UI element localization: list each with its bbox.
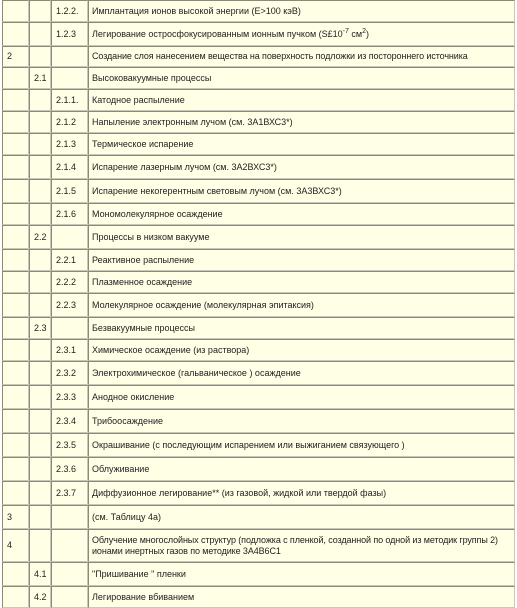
subgroup-cell	[29, 481, 51, 505]
table-row	[2, 562, 515, 586]
method-code-cell: 2.1.5	[51, 179, 88, 203]
group-cell	[2, 0, 29, 22]
method-code-cell: 2.1.4	[51, 155, 88, 179]
group-cell	[2, 409, 29, 433]
method-code-cell: 2.2.1	[51, 249, 88, 271]
method-code-cell: 2.3.1	[51, 339, 88, 361]
subgroup-cell	[29, 505, 51, 529]
subgroup-cell	[29, 89, 51, 111]
group-cell	[2, 22, 29, 46]
method-code-cell	[51, 225, 88, 249]
method-code-cell: 1.2.3	[51, 22, 88, 46]
table-row	[2, 293, 515, 317]
group-cell: 2	[2, 46, 29, 67]
table-row	[2, 67, 515, 89]
table-row	[2, 0, 515, 22]
table-row	[2, 339, 515, 361]
subgroup-cell	[29, 339, 51, 361]
description-cell: Молекулярное осаждение (молекулярная эпитаксия)	[88, 293, 515, 317]
method-code-cell: 2.2.3	[51, 293, 88, 317]
table-row	[2, 111, 515, 133]
description-cell: Катодное распыление	[88, 89, 515, 111]
table-row	[2, 179, 515, 203]
exponent: -7	[342, 27, 349, 35]
table-row	[2, 361, 515, 385]
method-code-cell	[51, 46, 88, 67]
subgroup-cell	[29, 433, 51, 457]
description-cell: Анодное окисление	[88, 385, 515, 409]
description-cell: "Пришивание " пленки	[88, 562, 515, 586]
method-code-cell: 2.3.3	[51, 385, 88, 409]
subgroup-cell	[29, 179, 51, 203]
subgroup-cell	[29, 385, 51, 409]
table-row	[2, 385, 515, 409]
method-code-cell: 2.3.7	[51, 481, 88, 505]
methods-classification-table	[2, 0, 515, 608]
group-cell	[2, 481, 29, 505]
method-code-cell	[51, 505, 88, 529]
method-code-cell: 2.3.2	[51, 361, 88, 385]
subgroup-cell	[29, 203, 51, 225]
description-cell: Облучение многослойных структур (подложка с пленкой, созданной по одной из методик группы 2) ионами инертных газов по методике 3А4В6С1	[88, 529, 515, 562]
subgroup-cell	[29, 133, 51, 155]
subgroup-cell: 4.1	[29, 562, 51, 586]
method-code-cell: 2.2.2	[51, 271, 88, 293]
subgroup-cell	[29, 293, 51, 317]
table-row	[2, 457, 515, 481]
subgroup-cell	[29, 0, 51, 22]
group-cell	[2, 586, 29, 608]
table-row	[2, 271, 515, 293]
description-cell: Испарение лазерным лучом (см. 3А2ВХС3*)	[88, 155, 515, 179]
table-row	[2, 203, 515, 225]
subgroup-cell: 2.3	[29, 317, 51, 339]
description-cell: Испарение некогерентным световым лучом (см. 3А3ВХС3*)	[88, 179, 515, 203]
method-code-cell	[51, 562, 88, 586]
subgroup-cell	[29, 46, 51, 67]
description-cell: Безвакуумные процессы	[88, 317, 515, 339]
description-unit: см	[348, 28, 363, 39]
method-code-cell: 2.1.2	[51, 111, 88, 133]
method-code-cell: 2.3.4	[51, 409, 88, 433]
table-row	[2, 317, 515, 339]
group-cell	[2, 562, 29, 586]
description-cell: (см. Таблицу 4а)	[88, 505, 515, 529]
method-code-cell	[51, 529, 88, 562]
table-row	[2, 249, 515, 271]
group-cell: 3	[2, 505, 29, 529]
description-cell: Плазменное осаждение	[88, 271, 515, 293]
table-row	[2, 433, 515, 457]
table-row	[2, 586, 515, 608]
subgroup-cell	[29, 249, 51, 271]
table-row	[2, 225, 515, 249]
method-code-cell: 2.1.1.	[51, 89, 88, 111]
method-code-cell: 2.3.5	[51, 433, 88, 457]
method-code-cell: 2.3.6	[51, 457, 88, 481]
table-row	[2, 409, 515, 433]
group-cell	[2, 203, 29, 225]
group-cell	[2, 249, 29, 271]
description-text: Легирование остросфокусированным ионным пучком (S£10	[92, 28, 343, 39]
group-cell	[2, 133, 29, 155]
table-row	[2, 133, 515, 155]
description-cell: Легирование вбиванием	[88, 586, 515, 608]
method-code-cell: 2.1.6	[51, 203, 88, 225]
subgroup-cell: 4.2	[29, 586, 51, 608]
subgroup-cell	[29, 409, 51, 433]
table-row	[2, 481, 515, 505]
table-row	[2, 155, 515, 179]
group-cell	[2, 89, 29, 111]
group-cell	[2, 339, 29, 361]
group-cell	[2, 225, 29, 249]
description-cell: Трибоосаждение	[88, 409, 515, 433]
description-cell: Напыление электронным лучом (см. 3А1ВХС3*)	[88, 111, 515, 133]
table-row	[2, 22, 515, 46]
table-row	[2, 46, 515, 67]
description-cell: Имплантация ионов высокой энергии (E>100 кэВ)	[88, 0, 515, 22]
subgroup-cell	[29, 271, 51, 293]
group-cell	[2, 155, 29, 179]
group-cell	[2, 111, 29, 133]
description-cell: Окрашивание (с последующим испарением или выжиганием связующего )	[88, 433, 515, 457]
description-cell: Облуживание	[88, 457, 515, 481]
group-cell	[2, 457, 29, 481]
method-code-cell	[51, 317, 88, 339]
subgroup-cell	[29, 111, 51, 133]
method-code-cell: 2.1.3	[51, 133, 88, 155]
description-cell: Процессы в низком вакууме	[88, 225, 515, 249]
group-cell: 4	[2, 529, 29, 562]
subgroup-cell	[29, 155, 51, 179]
group-cell	[2, 179, 29, 203]
description-cell: Реактивное распыление	[88, 249, 515, 271]
group-cell	[2, 361, 29, 385]
description-cell: Электрохимическое (гальваническое ) осаждение	[88, 361, 515, 385]
subgroup-cell	[29, 529, 51, 562]
group-cell	[2, 433, 29, 457]
description-cell	[88, 22, 515, 46]
method-code-cell	[51, 586, 88, 608]
description-cell: Химическое осаждение (из раствора)	[88, 339, 515, 361]
subgroup-cell	[29, 361, 51, 385]
description-cell: Мономолекулярное осаждение	[88, 203, 515, 225]
subgroup-cell: 2.2	[29, 225, 51, 249]
description-cell: Термическое испарение	[88, 133, 515, 155]
subgroup-cell: 2.1	[29, 67, 51, 89]
method-code-cell	[51, 67, 88, 89]
description-cell: Высоковакуумные процессы	[88, 67, 515, 89]
group-cell	[2, 385, 29, 409]
table-row	[2, 529, 515, 562]
exponent: 2	[362, 27, 367, 35]
group-cell	[2, 271, 29, 293]
description-text-end: )	[366, 28, 370, 39]
subgroup-cell	[29, 22, 51, 46]
group-cell	[2, 293, 29, 317]
subgroup-cell	[29, 457, 51, 481]
group-cell	[2, 317, 29, 339]
table-row	[2, 89, 515, 111]
description-cell: Создание слоя нанесением вещества на поверхность подложки из постороннего источника	[88, 46, 515, 67]
table-row	[2, 505, 515, 529]
group-cell	[2, 67, 29, 89]
method-code-cell: 1.2.2.	[51, 0, 88, 22]
description-cell: Диффузионное легирование** (из газовой, жидкой или твердой фазы)	[88, 481, 515, 505]
